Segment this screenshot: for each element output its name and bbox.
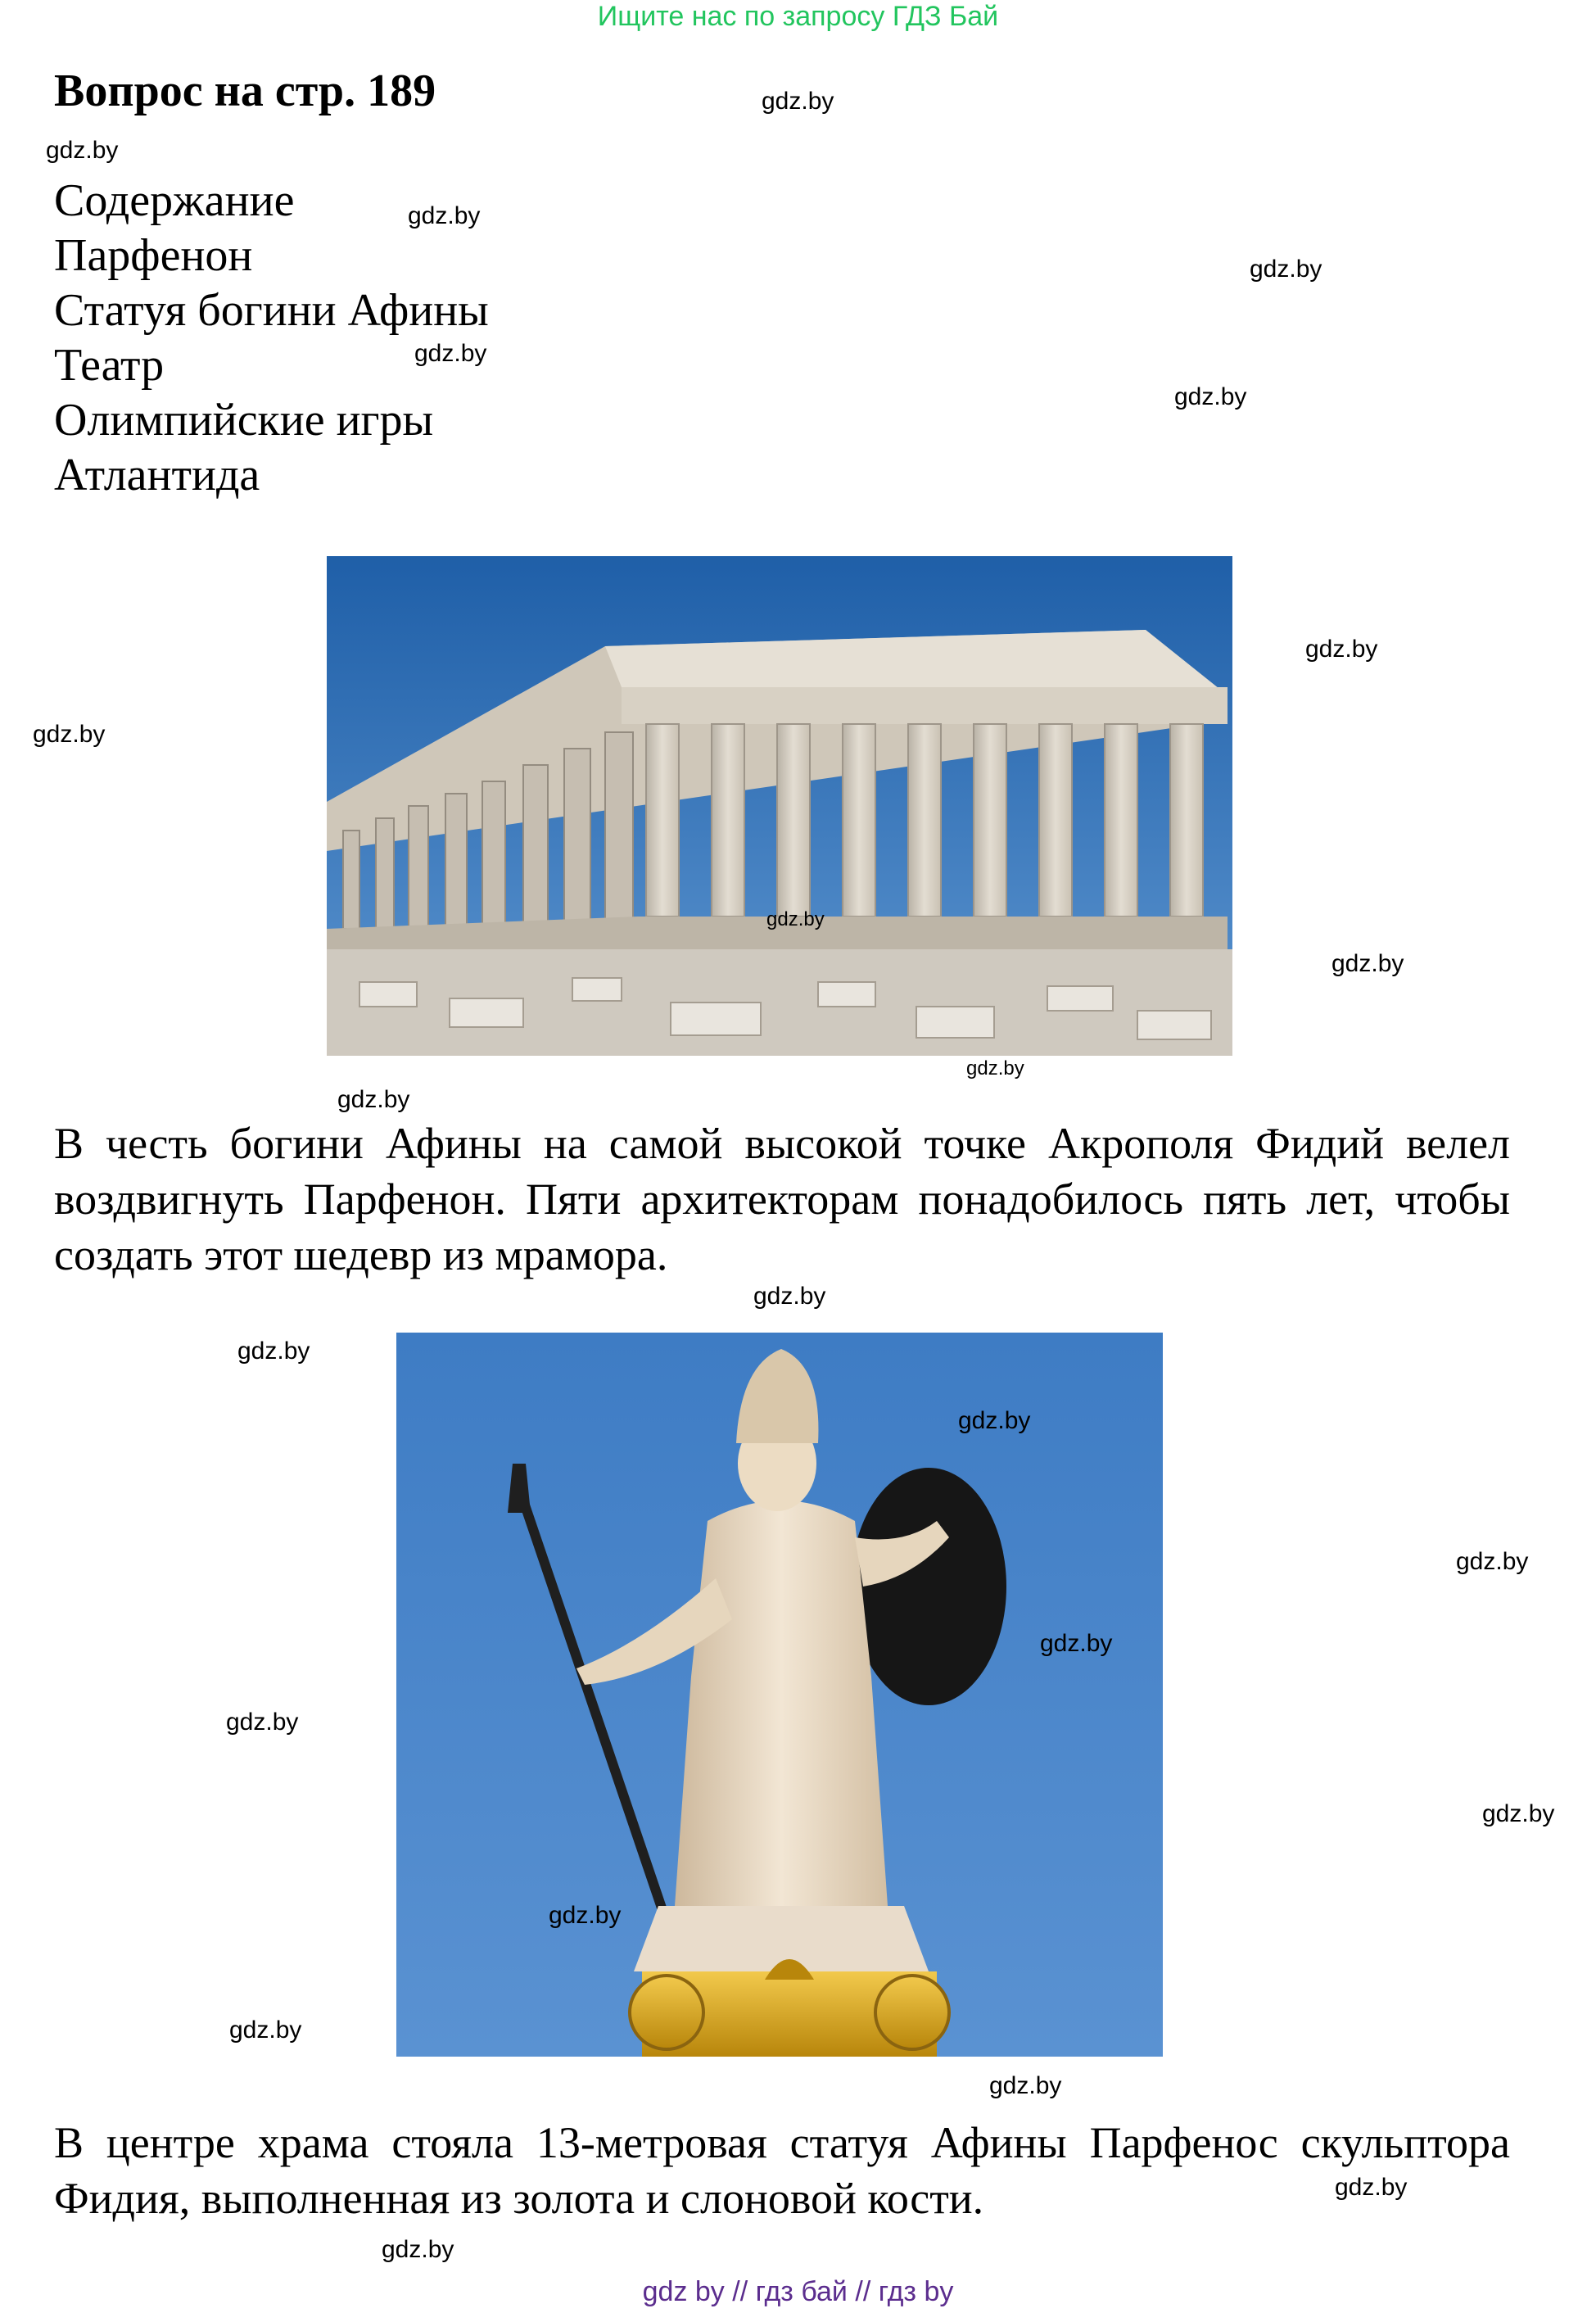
watermark: gdz.by bbox=[1250, 256, 1322, 283]
watermark: gdz.by bbox=[1456, 1548, 1529, 1575]
watermark: gdz.by bbox=[229, 2017, 302, 2044]
contents-item: Содержание bbox=[54, 175, 295, 226]
top-banner: Ищите нас по запросу ГДЗ Бай bbox=[597, 1, 999, 32]
watermark: gdz.by bbox=[1482, 1800, 1555, 1827]
watermark: gdz.by bbox=[1040, 1630, 1113, 1657]
watermark: gdz.by bbox=[958, 1407, 1031, 1434]
watermark: gdz.by bbox=[237, 1338, 310, 1365]
watermark: gdz.by bbox=[1174, 383, 1247, 410]
watermark: gdz.by bbox=[966, 1057, 1024, 1080]
watermark: gdz.by bbox=[46, 137, 119, 164]
watermark: gdz.by bbox=[1335, 2174, 1408, 2201]
watermark: gdz.by bbox=[549, 1902, 622, 1929]
watermark: gdz.by bbox=[408, 202, 481, 229]
parthenon-photo bbox=[327, 556, 1232, 1056]
watermark: gdz.by bbox=[989, 2072, 1062, 2099]
contents-item: Атлантида bbox=[54, 450, 260, 500]
watermark: gdz.by bbox=[1332, 950, 1404, 977]
contents-item: Олимпийские игры bbox=[54, 395, 434, 446]
parthenon-paragraph: В честь богини Афины на самой высокой точке Акрополя Фидий велел воздвигнуть Парфенон. Пяти архитекторам понадобилось пять лет, чтобы создать этот шедевр из мрамора. bbox=[54, 1119, 1510, 1279]
athena-statue-photo bbox=[396, 1333, 1163, 2057]
contents-item: Театр bbox=[54, 340, 165, 391]
watermark: gdz.by bbox=[382, 2236, 454, 2263]
contents-item: Парфенон bbox=[54, 230, 253, 281]
footer-links: gdz by // гдз бай // гдз by bbox=[642, 2276, 954, 2307]
athena-paragraph: В центре храма стояла 13-метровая статуя Афины Парфенос скульптора Фидия, выполненная из золота и слоновой кости. bbox=[54, 2118, 1510, 2223]
watermark: gdz.by bbox=[226, 1709, 299, 1736]
watermark: gdz.by bbox=[762, 88, 834, 115]
page-heading: Вопрос на стр. 189 bbox=[54, 66, 436, 116]
contents-item: Статуя богини Афины bbox=[54, 285, 489, 336]
watermark: gdz.by bbox=[766, 908, 825, 930]
watermark: gdz.by bbox=[753, 1283, 826, 1310]
watermark: gdz.by bbox=[1305, 636, 1378, 663]
watermark: gdz.by bbox=[337, 1086, 410, 1113]
watermark: gdz.by bbox=[414, 340, 487, 367]
watermark: gdz.by bbox=[33, 721, 106, 748]
